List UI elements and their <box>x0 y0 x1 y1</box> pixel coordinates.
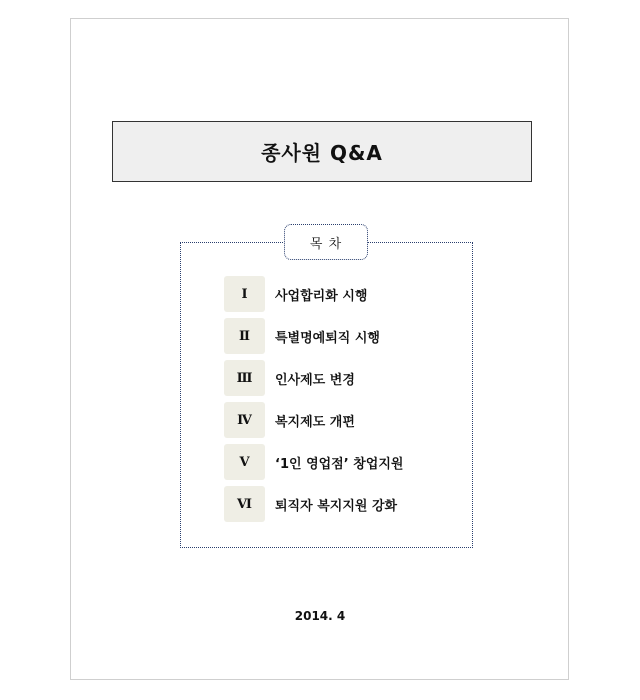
toc-item-6 <box>224 486 464 522</box>
toc-item-4 <box>224 402 464 438</box>
toc-numeral-box <box>224 486 265 522</box>
toc-numeral: Ⅵ <box>237 496 252 512</box>
toc-item-1 <box>224 276 464 312</box>
toc-item-label: ‘1인 영업점’ 창업지원 <box>275 456 404 472</box>
toc-numeral-box <box>224 360 265 396</box>
toc-item-label: 인사제도 변경 <box>275 372 355 388</box>
toc-heading: 목 차 <box>309 236 343 252</box>
toc-item-label: 사업합리화 시행 <box>275 288 368 304</box>
toc-item-3 <box>224 360 464 396</box>
toc-item-label: 퇴직자 복지지원 강화 <box>275 498 398 514</box>
toc-item-5 <box>224 444 464 480</box>
toc-numeral-box <box>224 402 265 438</box>
toc-numeral: Ⅳ <box>237 412 252 428</box>
toc-numeral-box <box>224 276 265 312</box>
toc-item-label: 복지제도 개편 <box>275 414 355 430</box>
toc-numeral-box <box>224 444 265 480</box>
title-box <box>112 121 532 182</box>
toc-numeral: Ⅲ <box>236 370 253 386</box>
toc-numeral: Ⅱ <box>239 328 250 344</box>
toc-numeral-box <box>224 318 265 354</box>
toc-heading-box <box>284 224 368 260</box>
toc-list <box>224 276 464 528</box>
toc-item-2 <box>224 318 464 354</box>
toc-numeral: Ⅴ <box>239 454 250 470</box>
document-title: 종사원 Q&A <box>261 141 383 165</box>
toc-item-label: 특별명예퇴직 시행 <box>275 330 380 346</box>
toc-numeral: Ⅰ <box>241 286 248 302</box>
document-date: 2014. 4 <box>294 609 346 623</box>
